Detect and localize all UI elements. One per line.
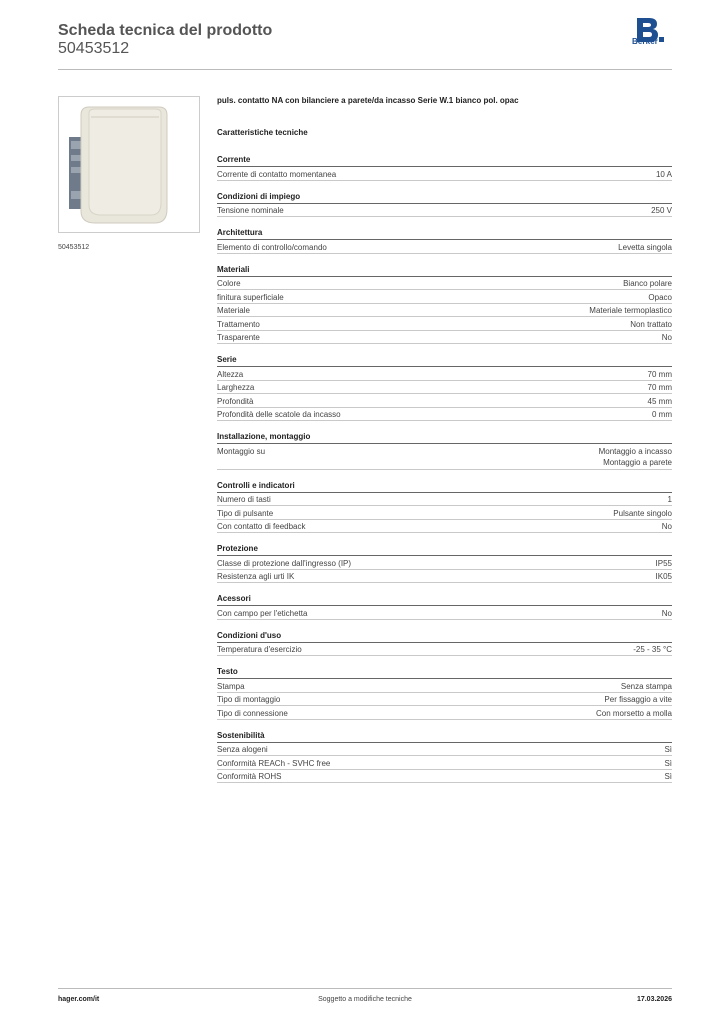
page-title: Scheda tecnica del prodotto	[58, 22, 273, 39]
spec-value: Con morsetto a molla	[595, 708, 672, 718]
spec-value: 70 mm	[647, 383, 672, 392]
spec-row	[217, 506, 672, 520]
spec-content	[217, 96, 672, 793]
spec-row	[217, 679, 672, 693]
spec-sections	[217, 154, 672, 783]
spec-section	[217, 543, 672, 583]
spec-label: Elemento di controllo/comando	[217, 242, 327, 252]
spec-value: Sì	[664, 745, 672, 754]
section-title: Condizioni di impiego	[217, 191, 672, 204]
spec-row	[217, 493, 672, 507]
section-title: Corrente	[217, 154, 672, 167]
spec-label: Tensione nominale	[217, 206, 284, 215]
image-caption: 50453512	[58, 244, 90, 251]
footer-date: 17.03.2026	[636, 996, 672, 1003]
spec-label: Colore	[217, 279, 241, 288]
section-title: Condizioni d'uso	[217, 630, 672, 643]
spec-section	[217, 154, 672, 181]
section-title: Acessori	[217, 593, 672, 606]
spec-value: 70 mm	[647, 369, 672, 379]
spec-value: No	[661, 608, 672, 618]
spec-label: Altezza	[217, 369, 244, 379]
spec-value: Levetta singola	[618, 242, 672, 252]
spec-label: Resistenza agli urti IK	[217, 572, 295, 581]
section-title: Installazione, montaggio	[217, 431, 672, 444]
spec-value: Materiale termoplastico	[589, 306, 672, 315]
product-code: 50453512	[58, 40, 130, 57]
spec-value: 1	[667, 495, 672, 504]
spec-row	[217, 570, 672, 584]
spec-row	[217, 381, 672, 395]
spec-label: Larghezza	[217, 383, 255, 392]
section-title: Protezione	[217, 543, 672, 556]
spec-label: Con contatto di feedback	[217, 522, 306, 531]
spec-value: -25 - 35 °C	[633, 645, 672, 654]
spec-row	[217, 204, 672, 218]
spec-label: Tipo di montaggio	[217, 695, 281, 704]
spec-section	[217, 354, 672, 421]
document-header	[58, 22, 672, 70]
spec-label: Senza alogeni	[217, 745, 268, 754]
spec-row	[217, 290, 672, 304]
section-title: Materiali	[217, 264, 672, 277]
spec-row	[217, 770, 672, 784]
spec-row	[217, 277, 672, 291]
spec-label: Conformità ROHS	[217, 772, 282, 781]
section-title: Controlli e indicatori	[217, 480, 672, 493]
spec-row	[217, 167, 672, 181]
spec-row	[217, 520, 672, 534]
spec-label: Numero di tasti	[217, 495, 271, 504]
spec-label: Stampa	[217, 681, 245, 691]
spec-section	[217, 730, 672, 784]
product-image	[58, 96, 200, 233]
spec-row	[217, 367, 672, 381]
section-title: Architettura	[217, 227, 672, 240]
spec-label: Classe di protezione dall'ingresso (IP)	[217, 558, 352, 568]
spec-label: Profondità	[217, 396, 254, 406]
specs-heading: Caratteristiche tecniche	[217, 128, 308, 137]
spec-value: IK05	[655, 572, 672, 581]
spec-row	[217, 317, 672, 331]
spec-label: Conformità REACh - SVHC free	[217, 758, 331, 768]
spec-value: Per fissaggio a vite	[604, 695, 672, 704]
rocker-switch-illustration	[59, 97, 199, 232]
section-title: Serie	[217, 354, 672, 367]
spec-row	[217, 556, 672, 570]
spec-section	[217, 630, 672, 657]
spec-row	[217, 240, 672, 254]
spec-value: No	[661, 522, 672, 531]
spec-value: 250 V	[651, 206, 672, 215]
spec-value: 45 mm	[647, 396, 672, 406]
spec-label: Profondità delle scatole da incasso	[217, 410, 341, 419]
spec-section	[217, 480, 672, 534]
spec-label: Corrente di contatto momentanea	[217, 169, 337, 179]
spec-value: Non trattato	[630, 319, 672, 329]
spec-row	[217, 706, 672, 720]
spec-row	[217, 408, 672, 422]
header-divider	[58, 69, 672, 70]
spec-label: Tipo di connessione	[217, 708, 288, 718]
spec-row	[217, 643, 672, 657]
spec-value: Montaggio a incasso Montaggio a parete	[598, 446, 672, 467]
spec-row	[217, 394, 672, 408]
berker-logo	[632, 16, 672, 56]
spec-value: Pulsante singolo	[613, 508, 672, 518]
spec-row	[217, 743, 672, 757]
document-footer	[58, 996, 672, 1008]
section-title: Sostenibilità	[217, 730, 672, 743]
spec-label: Trasparente	[217, 333, 260, 342]
spec-label: Tipo di pulsante	[217, 508, 274, 518]
spec-section	[217, 227, 672, 254]
spec-value: Sì	[664, 772, 672, 781]
product-description: puls. contatto NA con bilanciere a parete/da incasso Serie W.1 bianco pol. opac	[217, 96, 519, 105]
spec-value: Senza stampa	[620, 681, 672, 691]
spec-row	[217, 444, 672, 470]
spec-row	[217, 331, 672, 345]
spec-value: Bianco polare	[623, 279, 672, 288]
spec-label: Temperatura d'esercizio	[217, 645, 302, 654]
spec-row	[217, 693, 672, 707]
spec-section	[217, 593, 672, 620]
spec-section	[217, 191, 672, 218]
spec-value: No	[661, 333, 672, 342]
spec-row	[217, 606, 672, 620]
spec-section	[217, 666, 672, 720]
spec-label: Trattamento	[217, 319, 260, 329]
footer-notice: Soggetto a modifiche tecniche	[318, 996, 412, 1003]
footer-divider	[58, 988, 672, 989]
brand-name: Berker	[632, 37, 658, 46]
spec-value: Opaco	[648, 292, 672, 302]
spec-value: 0 mm	[652, 410, 672, 419]
section-title: Testo	[217, 666, 672, 679]
spec-label: Materiale	[217, 306, 250, 315]
spec-label: Montaggio su	[217, 446, 266, 456]
spec-section	[217, 264, 672, 345]
spec-row	[217, 304, 672, 318]
spec-row	[217, 756, 672, 770]
spec-value: Sì	[664, 758, 672, 768]
spec-section	[217, 431, 672, 470]
spec-value: 10 A	[655, 169, 672, 179]
spec-label: finitura superficiale	[217, 292, 284, 302]
spec-label: Con campo per l'etichetta	[217, 608, 308, 618]
spec-value: IP55	[655, 558, 672, 568]
footer-website[interactable]: hager.com/it	[58, 996, 100, 1003]
